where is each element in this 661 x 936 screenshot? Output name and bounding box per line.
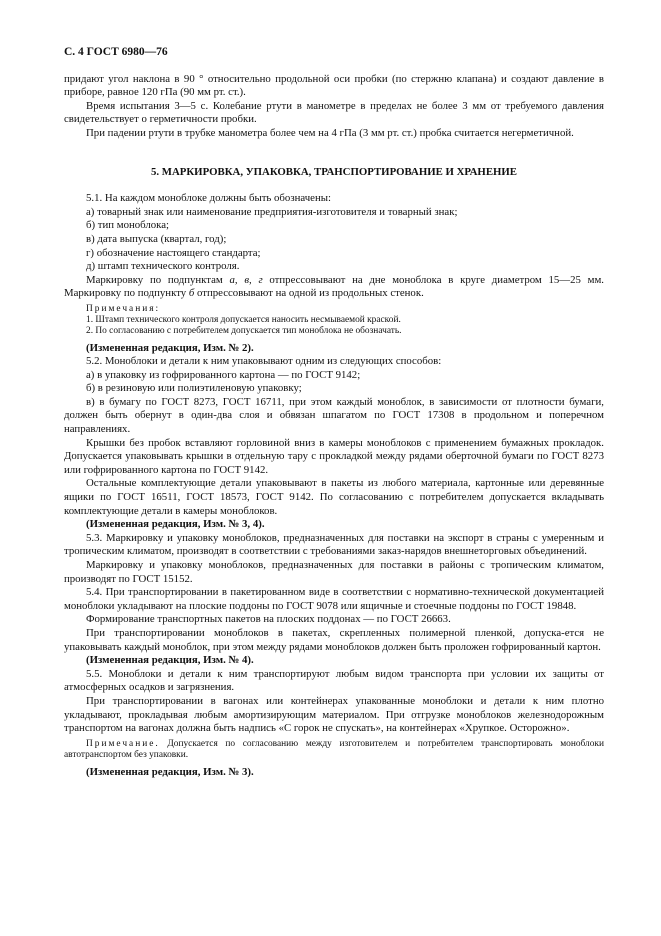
edit-note-5-2: (Измененная редакция, Изм. № 3, 4). [86, 518, 265, 531]
clause-5-1-item-d: д) штамп технического контроля. [86, 260, 240, 273]
section-title: 5. МАРКИРОВКА, УПАКОВКА, ТРАНСПОРТИРОВАНИЕ И ХРАНЕНИЕ [150, 165, 518, 178]
clause-5-2-item-a: а) в упаковку из гофрированного картона — по ГОСТ 9142; [86, 368, 361, 381]
clause-5-1-marking [64, 274, 604, 301]
marking-text-3: отпрессовывают на одной из продольных стенок. [194, 287, 424, 300]
edit-note-5-5: (Измененная редакция, Изм. № 3). [86, 765, 254, 778]
notes-title: Примечания: [86, 303, 161, 314]
edit-note-5-1: (Измененная редакция, Изм. № 2). [86, 341, 254, 354]
note-label: Примечание. [86, 738, 160, 749]
clause-5-4-para-3: При транспортировании моноблоков в пакетах, скрепленных полимерной пленкой, допуска-ется не упаковывать каждый моноблок, при этом между рядами моноблоков должен быть проложен гофрированный картон. [64, 626, 604, 653]
note-text: Допускается по согласованию между изготовителем и потребителем транспортировать моноблоки автотранспортом без упаковки. [64, 738, 604, 761]
clause-5-2-item-v: в) в бумагу по ГОСТ 8273, ГОСТ 16711, при этом каждый моноблок, в зависимости от плотности бумаги, должен быть обернут в один-два слоя и обвязан шпагатом по ГОСТ 17308 в продольном и поперечном направлениях. [64, 395, 604, 436]
paragraph-intro-3: При падении ртути в трубке манометра более чем на 4 гПа (3 мм рт. ст.) пробка считается негерметичной. [86, 126, 574, 139]
clause-5-2-lead: 5.2. Моноблоки и детали к ним упаковывают одним из следующих способов: [86, 355, 442, 368]
clause-5-5-note [64, 739, 604, 762]
clause-5-5-para-2: При транспортировании в вагонах или контейнерах упакованные моноблоки и детали к ним плотно укладывают, прокладывая любым амортизирующим материалом. При отгрузке моноблоков железнодорожным транспортом на вагонах должна быть надпись «С горок не спускать», на контейнерах «Хрупкое. Осторожно». [64, 694, 604, 735]
clause-5-1-item-a: а) товарный знак или наименование предприятия-изготовителя и товарный знак; [86, 205, 458, 218]
marking-letter-b: б [188, 287, 195, 300]
clause-5-3-para-2: Маркировку и упаковку моноблоков, предназначенных для поставки в районы с тропическим климатом, производят по ГОСТ 15152. [64, 559, 604, 585]
clause-5-2-item-b: б) в резиновую или полиэтиленовую упаковку; [86, 382, 302, 395]
paragraph-intro-2: Время испытания 3—5 с. Колебание ртути в манометре в пределах не более 3 мм от требуемого давления свидетельствует о герметичности пробки. [64, 99, 604, 126]
clause-5-5-para-1: 5.5. Моноблоки и детали к ним транспортируют любым видом транспорта при условии их защиты от атмосферных осадков и загрязнения. [64, 667, 604, 694]
document-page [64, 46, 604, 780]
page-header: С. 4 ГОСТ 6980—76 [64, 46, 168, 58]
clause-5-1-lead: 5.1. На каждом моноблоке должны быть обозначены: [86, 192, 331, 205]
clause-5-1-item-v: в) дата выпуска (квартал, год); [86, 232, 227, 245]
marking-text-1: Маркировку по подпунктам [86, 273, 230, 286]
clause-5-1-item-b: б) тип моноблока; [86, 219, 170, 232]
note-1: 1. Штамп технического контроля допускается наносить несмываемой краской. [86, 315, 401, 326]
edit-note-5-4: (Измененная редакция, Изм. № 4). [86, 654, 254, 667]
clause-5-3-para-1: 5.3. Маркировку и упаковку моноблоков, предназначенных для поставки на экспорт в страны с умеренным и тропическим климатом, производят в соответствии с требованиями заказ-нарядов внешнеторговых объединений. [64, 531, 604, 558]
clause-5-2-para-2: Остальные комплектующие детали упаковывают в пакеты из любого материала, картонные или деревянные ящики по ГОСТ 16511, ГОСТ 18573, ГОСТ 9142. По согласованию с потребителем допускается вкладывать комплектующие детали в камеры моноблоков. [64, 477, 604, 517]
marking-letters: а, в, г [229, 273, 263, 286]
clause-5-4-para-1: 5.4. При транспортировании в пакетированном виде в соответствии с нормативно-технической документацией моноблоки укладывают на плоские поддоны по ГОСТ 9078 или ящичные и стоечные поддоны по ГОСТ 19848. [64, 586, 604, 612]
clause-5-2-para-1: Крышки без пробок вставляют горловиной вниз в камеры моноблоков с применением бумажных прокладок. Допускается упаковывать крышки в отдельную тару с прокладкой между рядами оберточной бумаги по ГОСТ 8273 или гофрированного картона по ГОСТ 9142. [64, 436, 604, 476]
note-2: 2. По согласованию с потребителем допускается тип моноблока не обозначать. [86, 326, 402, 337]
clause-5-1-item-g: г) обозначение настоящего стандарта; [86, 246, 261, 259]
paragraph-intro-1: придают угол наклона в 90 ° относительно продольной оси пробки (по стержню клапана) и создают давление в приборе, равное 120 гПа (90 мм рт. ст.). [64, 72, 604, 99]
marking-text-2: отпрессовывают на дне моноблока в круге диаметром 15—25 мм. Маркировку по подпункту [64, 273, 604, 300]
clause-5-4-para-2: Формирование транспортных пакетов на плоских поддонах — по ГОСТ 26663. [86, 613, 451, 626]
